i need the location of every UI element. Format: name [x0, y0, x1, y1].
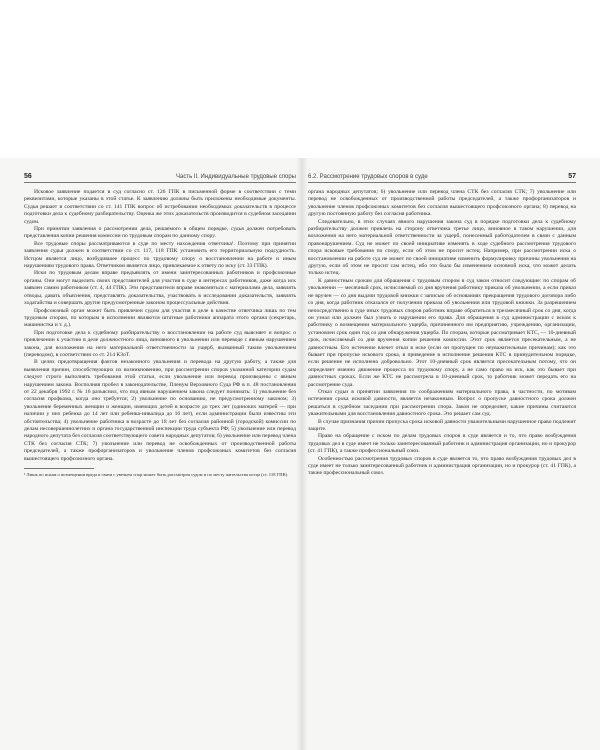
right-paragraph: К давностным срокам для обращения с трудовым спором в суд закон относит следующие: по спорам об увольнении — месячный срок, исчисляемый со дня вручения работнику приказа об увольнении, а если приказ не вручен — со дня выдачи трудовой книжки с записью об основаниях прекращения трудового договора либо со дня, когда работник отказался от получения приказа об увольнении или трудовой книжки. За разрешением непосредственно в суде иных трудовых споров работник вправе обратиться в трехмесячный срок со дня, когда он узнал или должен был узнать о нарушении его права. Для обращения в суд администрации с иском к работнику о возмещении материального ущерба, причиненного им предприятию, учреждению, организации, установлен срок один год со дня обнаружения ущерба. По спорам, которые рассматривает КТС, — 10-дневный срок, исчисляемый со дня вручения копии решения комиссии. Этот срок является пресекательным, а не давностным. Его истечение влечет отказ в иске (если он пропущен по неуважительным причинам); как это бывает при пропуске искового срока, в приведение в исполнение решения КТС в принудительном порядке, если решение не исполнено добровольно. Этот 10-дневный срок является пресекательным потому, что он определяет именно движение процесса по трудовому спору, а не само право на иск, как это бывает при давностных сроках. Если же КТС не рассмотрела в 10-дневный срок, то работник может передать его на рассмотрение суда.	[308, 277, 576, 388]
right-paragraph: Отказ судьи в принятии заявления по соображениям материального права, в частности, по мотивам истечения срока исковой давности, является незаконным. Вопрос о пропуске давностного срока должен решаться в судебном заседании при рассмотрении спора. Закон не определяет, какие причины считаются уважительными для восстановления давностного срока. Это решает сам суд.	[308, 388, 576, 418]
left-footnote: ¹ Лишь по искам о возмещении вреда в связи с увечьем спор может быть рассмотрен судом и по месту жительства истца (ст. 118 ГПК).	[24, 472, 289, 478]
left-page	[24, 158, 296, 750]
left-paragraph: При принятии заявления о рассмотрении дела, решаемого в общем порядке, судья должен потребовать представления копии решения комиссии по трудовым спорам по данному спору.	[24, 226, 296, 240]
left-paragraph: В целях предотвращения фактов незаконного увольнения и перевода на другую работу, а также для выявления причин, способствующих их возникновению, при рассмотрении споров указанной категории судам следует строго выполнять требования этой статьи, если увольнение или перевод произведены с явным нарушением закона. Восполняя пробел в законодательстве, Пленум Верховного Суда РФ в п. 48 постановления от 22 декабря 1992 г. № 16 разъяснил, что под явным нарушением закона следует понимать: 1) увольнение без согласия профкома, когда оно требуется; 2) увольнение по основанию, не предусмотренному законом; 3) увольнение беременных женщин и женщин, имеющих детей в возрасте до трех лет (одиноких матерей — при наличии у них ребенка до 14 лет или ребенка-инвалида до 16 лет), если администрации были известны эти обстоятельства; 4) увольнение работника в возрасте до 18 лет без согласия районной (городской) комиссии по делам несовершеннолетних и органа государственной инспекции труда субъекта РФ; 5) увольнение или перевод народного депутата без согласия соответствующего совета народных депутатов; 6) увольнение или перевод члена СТК без согласия СТК; 7) увольнение или перевод не освобожденных от производственной работы председателей, а также профорганизаторов и увольнение членов профсоюзных комитетов без согласия вышестоящего профсоюзного органа.	[24, 359, 296, 462]
right-paragraph: Право на обращение с иском по делам трудовых споров в суде является и то, что право возбуждения трудовых дел в суде имеет не только заинтересованный работник и администрация организации, но и прокурор (ст. 41 ГПК), а также профессиональный союз.	[308, 433, 576, 455]
left-paragraph: Иски по трудовым делам вправе предъявлять от имени заинтересованных работников и профсоюзные органы. Они могут выделить своих представителей для участия в суде в интересах работников, даже когда иск заявлен самим работником (ст. 4, 44 ГПК). Эти представители вправе знакомиться с материалами дела, заявлять отводы, давать объяснения, представлять доказательства, участвовать в исследовании доказательств, заявлять ходатайства и совершать другие предусмотренные законом процессуальные действия.	[24, 270, 296, 307]
left-running-title: Часть II. Индивидуальные трудовые споры	[176, 174, 296, 180]
left-paragraph: При подготовке дела к судебному разбирательству о восстановлении на работе суд выясняет и вопрос о привлечении к участию в деле должностного лица, виновного в увольнении или переводе с явным нарушением закона, для возложения на него материальной ответственности за ущерб, вызванный таким увольнением (переводом), в соответствии со ст. 214 КЗоТ.	[24, 329, 296, 358]
left-page-number: 56	[24, 173, 32, 180]
right-paragraph: В случае признания причин пропуска срока исковой давности уважительными нарушенное право подлежит защите.	[308, 418, 576, 432]
left-paragraph: Все трудовые споры рассматриваются в суде по месту нахождения ответчика¹. Поэтому при принятии заявления судья должен в соответствии со ст. 117, 118 ГПК установить его территориальную подсудность. Истцом является лицо, возбудившее процесс по трудовому спору о восстановлении на работе и иным нарушениям трудового права. Ответчиком является лицо, привлекаемое к ответу по иску (ст. 33 ГПК).	[24, 240, 296, 270]
book-gutter	[296, 158, 308, 750]
right-running-head	[308, 168, 576, 183]
footnote-divider	[24, 468, 94, 469]
left-running-head	[24, 168, 296, 183]
right-page	[308, 158, 576, 750]
right-paragraph: органа народных депутатов; 6) увольнение или перевод члена СТК без согласия СТК; 7) увольнение или перевод не освобожденных от производственной работы председателей, а также профорганизаторов и увольнение членов профсоюзных комитетов без согласия вышестоящего профсоюзного органа; 8) перевод на другую постоянную работу без согласия работника.	[308, 189, 576, 218]
left-paragraph: Исковое заявление подается в суд согласно ст. 126 ГПК в письменной форме в соответствии с теми реквизитами, которые указаны в этой статье. К заявлению должны быть приложены необходимые документы. Судья решает в соответствии со ст. 141 ГПК вопрос об истребовании необходимых доказательств в процессе подготовки дела к судебному разбирательству. Оценка же этих доказательств производится в судебном заседании судом.	[24, 189, 296, 225]
left-paragraph: Профсоюзный орган может быть привлечен судом для участия в деле в качестве ответчика лишь по тем трудовым спорам, по которым в исполнении являются штатные работники аппарата этого органа (секретарь, машинистка и т. д.).	[24, 307, 296, 329]
right-body-text	[308, 189, 576, 478]
right-paragraph: Следовательно, в этих случаях явного нарушения закона суд в порядке подготовки дела к судебному разбирательству должен привлечь на сторону ответчика третье лицо, виновное в таком нарушении, для возложения на него материальной ответственности за ущерб, понесенный работодателем в связи с данным правонарушением. Суд не может по своей инициативе изменять в ходе судебного рассмотрения трудового спора исковые требования по спору, если об этом не просит истец. Например, при рассмотрении иска о восстановлении на работе суд не может по своей инициативе изменить формулировку причины увольнения на другую, если об этом не просит сам истец, ибо это было бы изменением основной иска, что может делать только истец.	[308, 218, 576, 277]
book-spread	[0, 158, 600, 750]
right-running-title: 6.2. Рассмотрение трудовых споров в суде	[308, 174, 428, 180]
right-paragraph: Особенностью рассмотрения трудовых споров в суде является то, что право возбуждения трудовых дел в суде имеет не только заинтересованный работник и администрация организации, но и прокурор (ст. 41 ГПК), а также профессиональный союз.	[308, 455, 576, 477]
left-body-text	[24, 189, 296, 463]
right-page-number: 57	[568, 173, 576, 180]
